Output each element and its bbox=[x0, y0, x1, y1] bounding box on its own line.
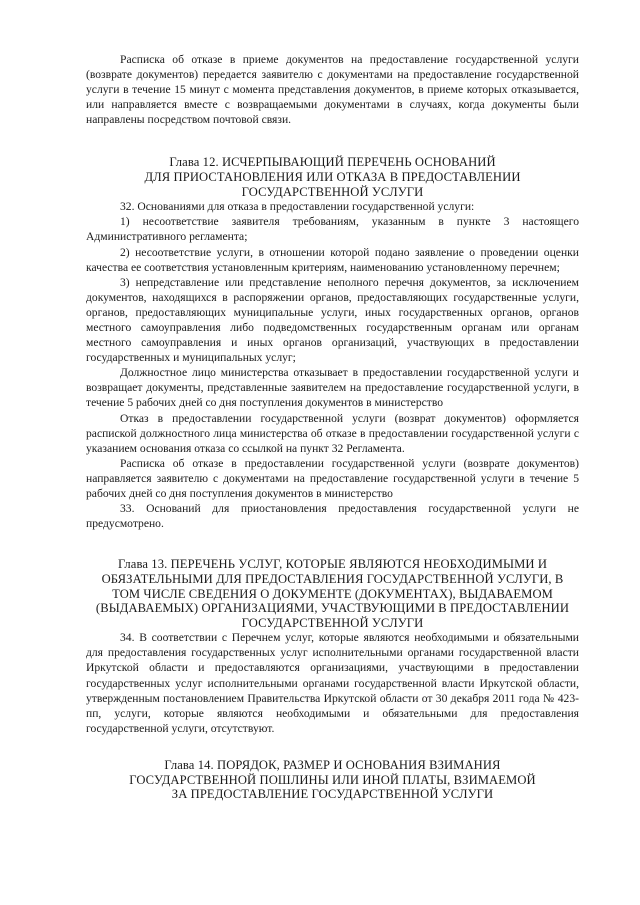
chapter-12-title-line: ГОСУДАРСТВЕННОЙ УСЛУГИ bbox=[241, 184, 424, 199]
chapter-13-title-line: ТОМ ЧИСЛЕ СВЕДЕНИЯ О ДОКУМЕНТЕ (ДОКУМЕНТАХ), ВЫДАВАЕМОМ bbox=[112, 586, 553, 601]
chapter-14-title-line: ГОСУДАРСТВЕННОЙ ПОШЛИНЫ ИЛИ ИНОЙ ПЛАТЫ, ВЗИМАЕМОЙ bbox=[129, 772, 536, 787]
intro-paragraph: Расписка об отказе в приеме документов на предоставление государственной услуги (возврате документов) передается заявителю с документами на предоставление государственной услуги в течение 15 минут с момента представления документов, в приеме которых отказывается, или направляется вместе с возвращаемыми документами в случаях, когда документы были направлены посредством почтовой связи. bbox=[86, 53, 579, 127]
spacer bbox=[86, 736, 579, 758]
chapter-14-title-line: Глава 14. ПОРЯДОК, РАЗМЕР И ОСНОВАНИЯ ВЗИМАНИЯ bbox=[164, 757, 501, 772]
chapter-12-title-line: ДЛЯ ПРИОСТАНОВЛЕНИЯ ИЛИ ОТКАЗА В ПРЕДОСТАВЛЕНИИ bbox=[144, 170, 521, 185]
chapter-12-title bbox=[86, 155, 579, 199]
chapter-12-paragraph: 32. Основаниями для отказа в предоставлении государственной услуги: bbox=[120, 200, 475, 214]
chapter-12-paragraph: 2) несоответствие услуги, в отношении которой подано заявление о проведении оценки качества ее соответствия установленным критериям, наименованию установленному перечнем; bbox=[86, 245, 579, 274]
chapter-12-paragraph: 33. Оснований для приостановления предоставления государственной услуги не предусмотрено. bbox=[86, 502, 579, 531]
chapter-12-paragraph: 3) непредставление или представление неполного перечня документов, за исключением документов, находящихся в распоряжении органов, предоставляющих государственные услуги, органов, предоставляющих муниципальные услуги, иных государственных органов, органов местного самоуправления либо подведомственных государственным органам или органам местного самоуправления и иных органов организаций, участвующих в предоставлении государственных и муниципальных услуг; bbox=[86, 275, 579, 365]
document-body bbox=[86, 52, 579, 802]
chapter-13-title-line: ГОСУДАРСТВЕННОЙ УСЛУГИ bbox=[241, 615, 424, 630]
chapter-13-title-line: (ВЫДАВАЕМЫХ) ОРГАНИЗАЦИЯМИ, УЧАСТВУЮЩИМИ В ПРЕДОСТАВЛЕНИИ bbox=[95, 601, 570, 616]
spacer bbox=[86, 127, 579, 155]
chapter-12-paragraph: 1) несоответствие заявителя требованиям, указанным в пункте 3 настоящего Административного регламента; bbox=[86, 215, 579, 244]
chapter-13-paragraph: 34. В соответствии с Перечнем услуг, которые являются необходимыми и обязательными для предоставления государственных услуг исполнительными органами государственной власти Иркутской области и предоставляются организациями, участвующими в предоставлении государственных услуг исполнительными органами государственной власти Иркутской области, утвержденным постановлением Правительства Иркутской области от 30 декабря 2011 года № 423-пп, услуги, которые являются необходимыми и обязательными для предоставления государственной услуги, отсутствуют. bbox=[86, 631, 579, 735]
chapter-13-title-line: ОБЯЗАТЕЛЬНЫМИ ДЛЯ ПРЕДОСТАВЛЕНИЯ ГОСУДАРСТВЕННОЙ УСЛУГИ, В bbox=[101, 571, 564, 586]
chapter-13-title bbox=[86, 557, 579, 630]
chapter-14-title-line: ЗА ПРЕДОСТАВЛЕНИЕ ГОСУДАРСТВЕННОЙ УСЛУГИ bbox=[171, 787, 494, 802]
chapter-12-paragraph: Расписка об отказе в предоставлении государственной услуги (возврате документов) направляется заявителю с документами на предоставление государственной услуги в течение 5 рабочих дней со дня поступления документов в министерство bbox=[86, 456, 579, 501]
chapter-14-title bbox=[86, 758, 579, 802]
chapter-12-paragraph: Отказ в предоставлении государственной услуги (возврат документов) оформляется распиской должностного лица министерства об отказе в предоставлении государственной услуги с указанием основания отказа со ссылкой на пункт 32 Регламента. bbox=[86, 411, 579, 455]
chapter-13-title-line: Глава 13. ПЕРЕЧЕНЬ УСЛУГ, КОТОРЫЕ ЯВЛЯЮТСЯ НЕОБХОДИМЫМИ И bbox=[117, 557, 548, 572]
spacer bbox=[86, 531, 579, 557]
chapter-12-title-line: Глава 12. ИСЧЕРПЫВАЮЩИЙ ПЕРЕЧЕНЬ ОСНОВАНИЙ bbox=[169, 155, 496, 170]
chapter-12-paragraph: Должностное лицо министерства отказывает в предоставлении государственной услуги и возвращает документы, представленные заявителем на предоставление государственной услуги, в течение 5 рабочих дней со дня поступления документов в министерство bbox=[86, 366, 579, 410]
